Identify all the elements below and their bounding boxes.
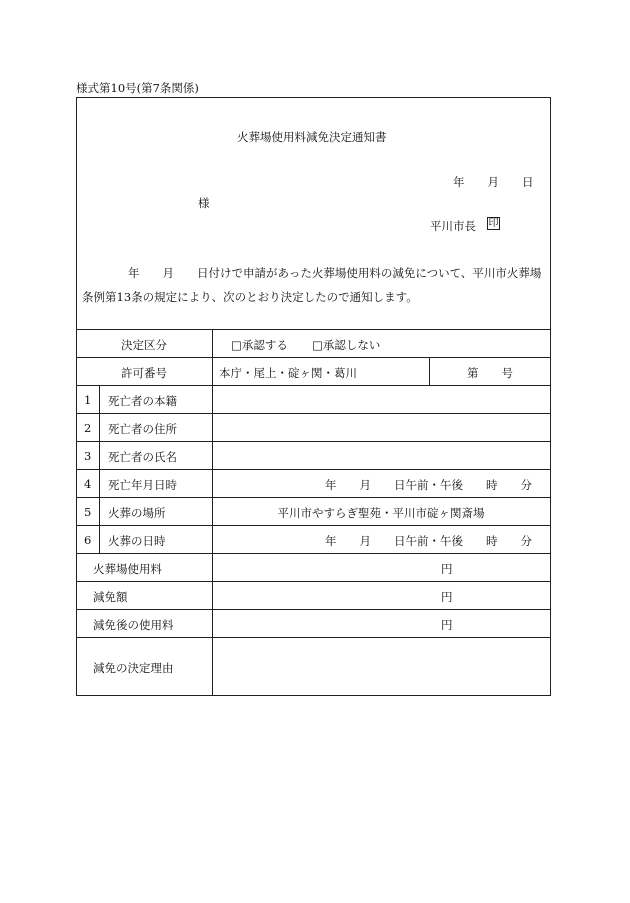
- death-datetime-value: 年 月 日午前・午後 時 分: [325, 478, 532, 492]
- reject-checkbox[interactable]: □承認しない: [312, 338, 381, 352]
- row-number: 6: [84, 533, 92, 547]
- fee-unit: 円: [441, 562, 453, 576]
- fee-label: 減免額: [93, 590, 128, 604]
- row-label: 死亡者の氏名: [108, 450, 177, 464]
- body-line-2: 条例第13条の規定により、次のとおり決定したので通知します。: [82, 290, 418, 304]
- fee-unit: 円: [441, 618, 453, 632]
- reason-label: 減免の決定理由: [93, 661, 174, 675]
- row-label: 死亡年月日時: [108, 478, 177, 492]
- document-title: 火葬場使用料減免決定通知書: [237, 130, 387, 144]
- cremation-datetime-value: 年 月 日午前・午後 時 分: [325, 534, 532, 548]
- permit-label: 許可番号: [121, 366, 167, 380]
- decision-label: 決定区分: [121, 338, 167, 352]
- permit-offices: 本庁・尾上・碇ヶ関・葛川: [219, 366, 357, 380]
- addressee-suffix: 様: [198, 196, 210, 210]
- fee-label: 減免後の使用料: [93, 618, 174, 632]
- approve-checkbox[interactable]: □承認する: [231, 338, 288, 352]
- row-number: 4: [84, 477, 92, 491]
- body-line-1: 年 月 日付けで申請があった火葬場使用料の減免について、平川市火葬場: [82, 266, 542, 280]
- row-label: 死亡者の本籍: [108, 394, 177, 408]
- row-number: 3: [84, 449, 92, 463]
- row-number: 5: [84, 505, 92, 519]
- permit-number: 第 号: [467, 366, 513, 380]
- seal-mark: 印: [488, 218, 499, 229]
- fee-label: 火葬場使用料: [93, 562, 162, 576]
- row-label: 火葬の場所: [108, 506, 166, 520]
- issuer: 平川市長: [430, 219, 476, 233]
- date-line: 年 月 日: [453, 175, 534, 189]
- cremation-place-value: 平川市やすらぎ聖苑・平川市碇ヶ関斎場: [277, 506, 485, 520]
- row-label: 火葬の日時: [108, 534, 166, 548]
- body-text: [82, 261, 548, 309]
- row-label: 死亡者の住所: [108, 422, 177, 436]
- row-number: 1: [84, 393, 92, 407]
- row-number: 2: [84, 421, 92, 435]
- form-label: 様式第10号(第7条関係): [76, 81, 199, 95]
- fee-unit: 円: [441, 590, 453, 604]
